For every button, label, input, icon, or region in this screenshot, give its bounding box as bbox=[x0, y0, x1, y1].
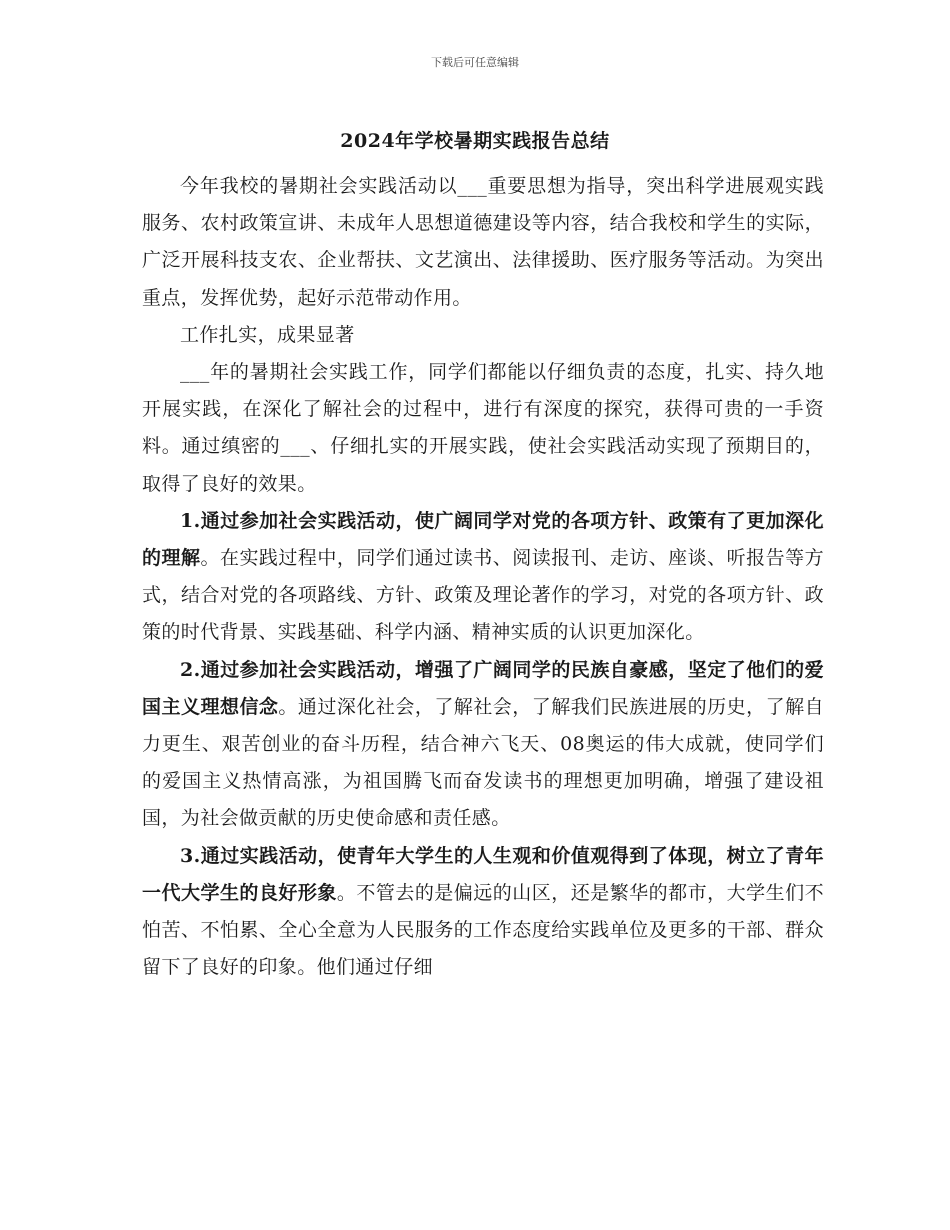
point-3-paragraph bbox=[142, 838, 824, 987]
point-2-paragraph bbox=[142, 652, 824, 838]
document-body bbox=[142, 168, 824, 986]
document-title: 2024年学校暑期实践报告总结 bbox=[340, 130, 610, 152]
point-3-text: 。不管去的是偏远的山区，还是繁华的都市，大学生们不怕苦、不怕累、全心全意为人民服务的工作态度给实践单位及更多的干部、群众留下了良好的印象。他们通过仔细 bbox=[142, 881, 824, 979]
point-2-text: 。通过深化社会，了解社会，了解我们民族进展的历史，了解自力更生、艰苦创业的奋斗历程，结合神六飞天、08奥运的伟大成就，使同学们的爱国主义热情高涨，为祖国腾飞而奋发读书的理想更加明确，增强了建设祖国，为社会做贡献的历史使命感和责任感。 bbox=[142, 695, 824, 830]
point-1-paragraph bbox=[142, 503, 824, 652]
point-1-heading: 1.通过参加社会实践活动，使广阔同学对党的各项方针、政策有了更加深化的理解 bbox=[142, 509, 824, 570]
point-3-heading: 3.通过实践活动，使青年大学生的人生观和价值观得到了体现，树立了青年一代大学生的良好形象 bbox=[142, 844, 824, 904]
intro-paragraph: 今年我校的暑期社会实践活动以___重要思想为指导，突出科学进展观实践服务、农村政策宣讲、未成年人思想道德建设等内容，结合我校和学生的实际，广泛开展科技支农、企业帮扶、文艺演出、法律援助、医疗服务等活动。为突出重点，发挥优势，起好示范带动作用。 bbox=[142, 175, 824, 309]
section-subheading: 工作扎实，成果显著 bbox=[180, 323, 355, 346]
summary-paragraph: ___年的暑期社会实践工作，同学们都能以仔细负责的态度，扎实、持久地开展实践，在深化了解社会的过程中，进行有深度的探究，获得可贵的一手资料。通过缜密的___、仔细扎实的开展实践，使社会实践活动实现了预期目的，取得了良好的效果。 bbox=[142, 361, 824, 495]
header-note: 下载后可任意编辑 bbox=[431, 56, 519, 69]
point-2-heading: 2.通过参加社会实践活动，增强了广阔同学的民族自豪感，坚定了他们的爱国主义理想信念 bbox=[142, 658, 824, 718]
point-1-text: 。在实践过程中，同学们通过读书、阅读报刊、走访、座谈、听报告等方式，结合对党的各项路线、方针、政策及理论著作的学习，对党的各项方针、政策的时代背景、实践基础、科学内涵、精神实质的认识更加深化。 bbox=[142, 547, 824, 644]
